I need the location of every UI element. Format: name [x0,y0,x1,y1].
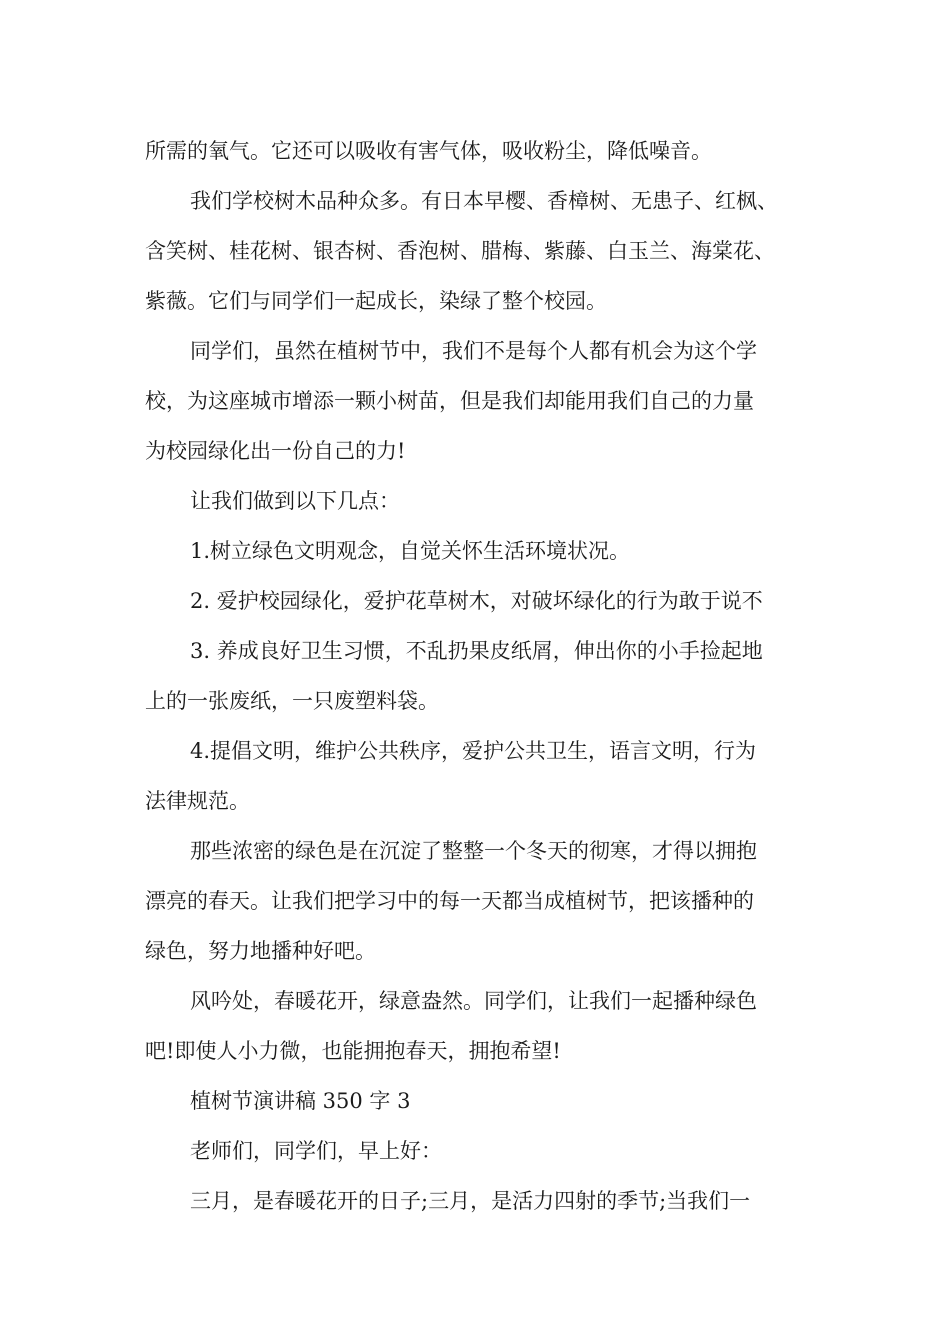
text-line: 我们学校树木品种众多。有日本早樱、香樟树、无患子、红枫、 [190,189,778,213]
text-line: 漂亮的春天。让我们把学习中的每一天都当成植树节，把该播种的 [145,889,754,913]
greeting-line: 老师们，同学们，早上好： [190,1139,442,1163]
text-line: 校，为这座城市增添一颗小树苗，但是我们却能用我们自己的力量 [145,389,754,413]
text-line: 上的一张废纸，一只废塑料袋。 [145,689,439,713]
text-line: 含笑树、桂花树、银杏树、香泡树、腊梅、紫藤、白玉兰、海棠花、 [145,239,775,263]
text-line: 同学们，虽然在植树节中，我们不是每个人都有机会为这个学 [190,339,757,363]
text-line: 三月，是春暖花开的日子;三月，是活力四射的季节;当我们一 [190,1189,751,1213]
text-line: 风吟处，春暖花开，绿意盎然。同学们，让我们一起播种绿色 [190,989,757,1013]
text-line: 法律规范。 [145,789,250,813]
list-item: 4.提倡文明，维护公共秩序，爱护公共卫生，语言文明，行为 [190,739,757,763]
document-body [145,126,825,1226]
text-line: 绿色，努力地播种好吧。 [145,939,376,963]
list-item: 3. 养成良好卫生习惯，不乱扔果皮纸屑，伸出你的小手捡起地 [190,639,763,663]
list-item: 2. 爱护校园绿化，爱护花草树木，对破坏绿化的行为敢于说不 [190,589,763,613]
text-line: 让我们做到以下几点： [190,489,400,513]
text-line: 吧!即使人小力微，也能拥抱春天，拥抱希望! [145,1039,561,1063]
text-line: 为校园绿化出一份自己的力! [145,439,406,463]
text-line: 那些浓密的绿色是在沉淀了整整一个冬天的彻寒，才得以拥抱 [190,839,757,863]
text-line: 紫薇。它们与同学们一起成长，染绿了整个校园。 [145,289,607,313]
section-heading: 植树节演讲稿 350 字 3 [190,1089,411,1113]
list-item: 1.树立绿色文明观念，自觉关怀生活环境状况。 [190,539,631,563]
text-line: 所需的氧气。它还可以吸收有害气体，吸收粉尘，降低噪音。 [145,139,712,163]
